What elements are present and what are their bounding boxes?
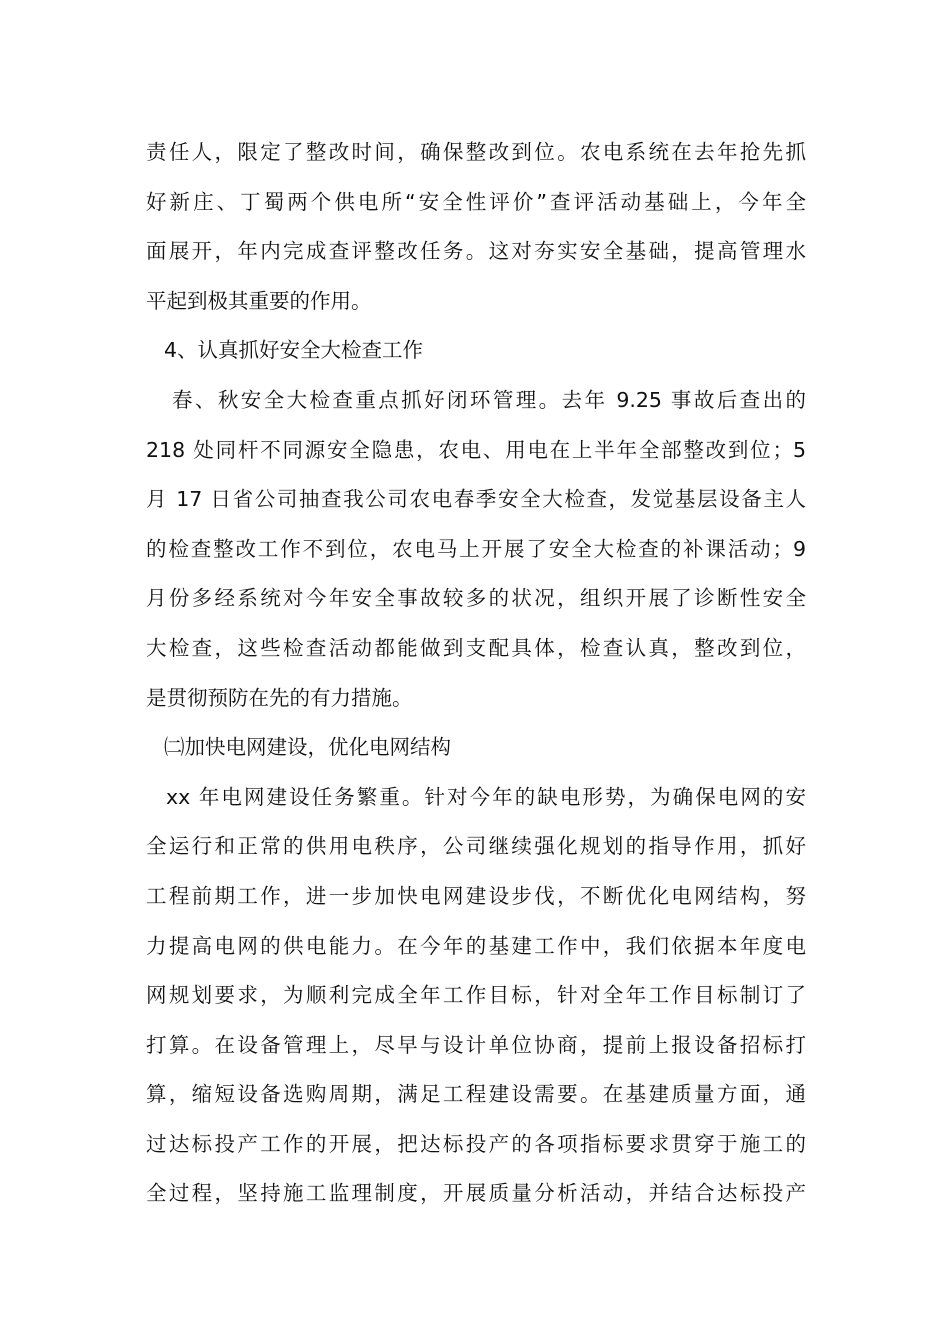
text-line: 全运行和正常的供用电秩序，公司继续强化规划的指导作用，抓好 — [146, 834, 806, 859]
text-line: 算，缩短设备选购周期，满足工程建设需要。在基建质量方面，通 — [146, 1082, 806, 1107]
text-line: 过达标投产工作的开展，把达标投产的各项指标要求贯穿于施工的 — [146, 1131, 806, 1156]
text-line: 面展开，年内完成查评整改任务。这对夯实安全基础，提高管理水 — [146, 239, 806, 264]
text-line: 责任人，限定了整改时间，确保整改到位。农电系统在去年抢先抓 — [146, 140, 806, 164]
body-text — [146, 128, 806, 1219]
text-line: 好新庄、丁蜀两个供电所“安全性评价”查评活动基础上，今年全 — [146, 189, 806, 214]
text-line: 4、认真抓好安全大检查工作 — [164, 338, 424, 363]
text-line: ㈡加快电网建设，优化电网结构 — [164, 735, 451, 760]
text-line: 春、秋安全大检查重点抓好闭环管理。去年 9.25 事故后查出的 — [172, 387, 806, 412]
text-line: xx 年电网建设任务繁重。针对今年的缺电形势，为确保电网的安 — [166, 784, 806, 809]
text-line: 打算。在设备管理上，尽早与设计单位协商，提前上报设备招标打 — [146, 1032, 806, 1057]
text-line: 工程前期工作，进一步加快电网建设步伐，不断优化电网结构，努 — [146, 883, 806, 908]
text-line: 网规划要求，为顺利完成全年工作目标，针对全年工作目标制订了 — [146, 983, 806, 1008]
text-line: 大检查，这些检查活动都能做到支配具体，检查认真，整改到位， — [146, 635, 806, 660]
text-line: 月 17 日省公司抽查我公司农电春季安全大检查，发觉基层设备主人 — [146, 487, 806, 512]
text-line: 平起到极其重要的作用。 — [146, 288, 372, 313]
text-line: 月份多经系统对今年安全事故较多的状况，组织开展了诊断性安全 — [146, 586, 806, 611]
text-line: 的检查整改工作不到位，农电马上开展了安全大检查的补课活动；9 — [146, 536, 806, 561]
text-line: 218 处同杆不同源安全隐患，农电、用电在上半年全部整改到位；5 — [146, 437, 806, 462]
text-line: 全过程，坚持施工监理制度，开展质量分析活动，并结合达标投产 — [146, 1181, 806, 1206]
text-line: 力提高电网的供电能力。在今年的基建工作中，我们依据本年度电 — [146, 933, 806, 958]
text-line: 是贯彻预防在先的有力措施。 — [146, 685, 413, 710]
